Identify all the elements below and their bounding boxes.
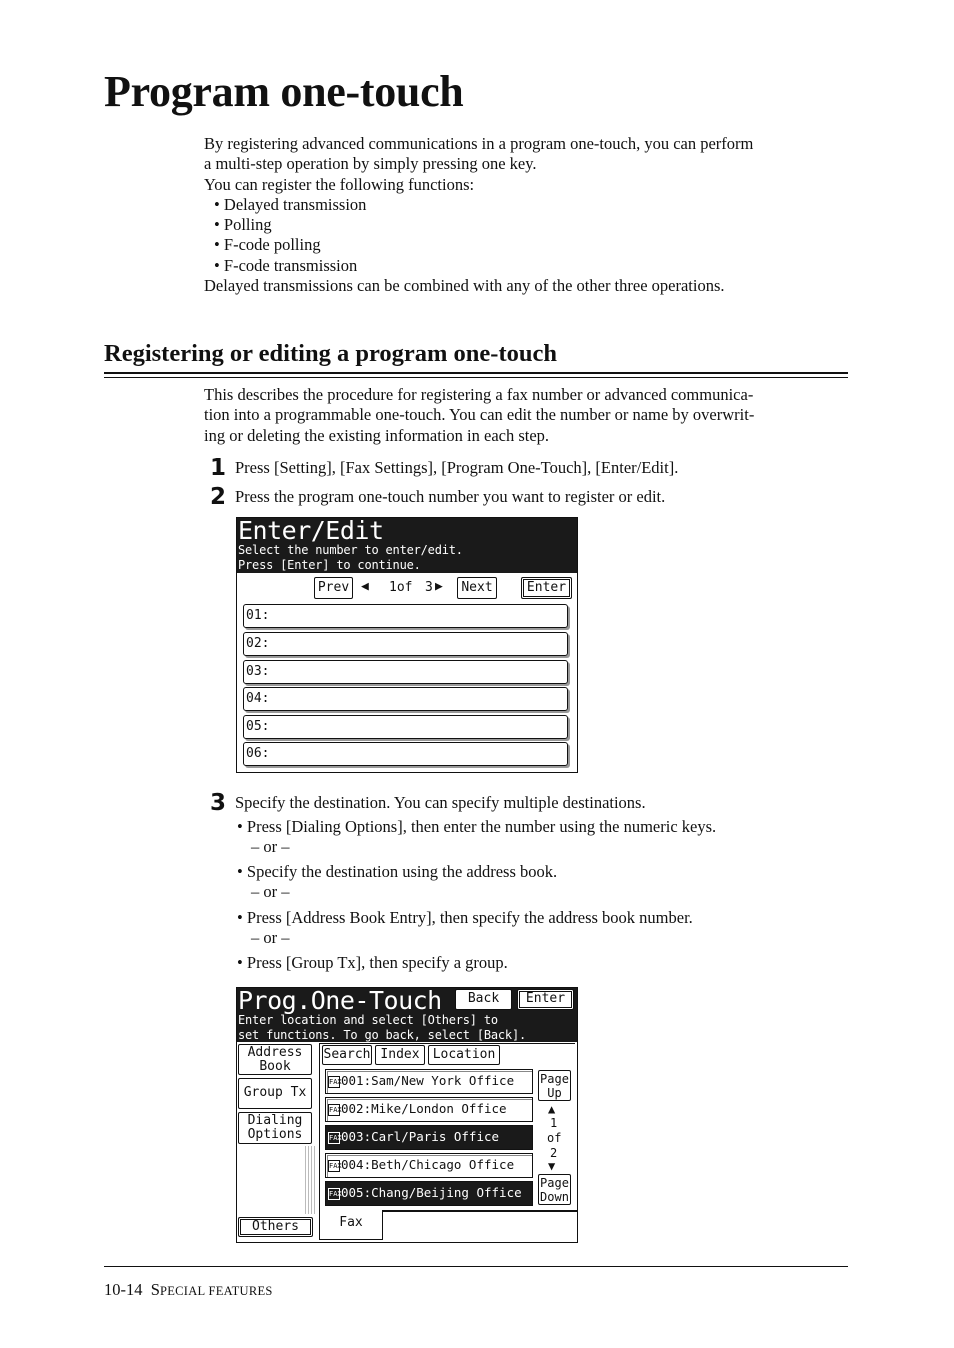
button-label: Book [259, 1059, 291, 1074]
prog-one-touch-screen [236, 987, 578, 1243]
step-number: 2 [210, 484, 227, 510]
entry-label: 004:Beth/Chicago Office [341, 1157, 515, 1172]
step-text: Press the program one-touch number you want to register or edit. [235, 487, 666, 506]
up-arrow-icon: ▲ [548, 1102, 556, 1116]
button-label: Up [547, 1086, 562, 1100]
screen-instruction: set functions. To go back, select [Back]. [238, 1028, 527, 1042]
prev-button[interactable]: Prev [314, 577, 353, 599]
function-item: • F-code polling [214, 235, 321, 255]
screen-title: Prog.One-Touch [238, 987, 442, 1015]
description-line: ing or deleting the existing information in each step. [204, 425, 550, 445]
one-touch-row-01[interactable]: 01: [243, 604, 568, 628]
group-tx-button[interactable]: Group Tx [238, 1078, 312, 1109]
address-entry[interactable] [325, 1153, 533, 1178]
entry-label: 003:Carl/Paris Office [341, 1129, 500, 1144]
one-touch-row-04[interactable]: 04: [243, 687, 568, 711]
one-touch-row-02[interactable]: 02: [243, 632, 568, 656]
enter-button[interactable]: Enter [517, 989, 574, 1010]
function-item: • F-code transmission [214, 255, 358, 275]
intro-paragraph-2: You can register the following functions: [204, 174, 475, 194]
page-footer [104, 1280, 273, 1300]
page-title: Program one-touch [104, 67, 464, 116]
chapter-name: PECIAL FEATURES [159, 1284, 273, 1298]
section-rule [104, 372, 848, 374]
entry-label: 001:Sam/New York Office [341, 1073, 515, 1088]
step-text: Specify the destination. You can specify multiple destinations. [235, 793, 646, 812]
step3-options [237, 817, 716, 973]
button-label: Down [540, 1190, 569, 1204]
function-list [204, 195, 753, 276]
screen-instruction: Press [Enter] to continue. [238, 558, 421, 572]
description-line: This describes the procedure for registering a fax number or advanced communica- [204, 385, 754, 404]
tab-location[interactable]: Location [428, 1045, 500, 1065]
entry-label: 005:Chang/Beijing Office [341, 1185, 522, 1200]
intro-text [204, 134, 753, 296]
others-button[interactable]: Others [238, 1217, 313, 1237]
page-down-button[interactable] [538, 1174, 571, 1205]
back-button[interactable]: Back [455, 989, 512, 1010]
screen-title: Enter/Edit [238, 517, 384, 545]
dialing-options-button[interactable] [238, 1112, 312, 1144]
fax-icon: FAX [329, 1162, 342, 1170]
next-arrow-icon: ▶ [435, 579, 443, 594]
or-separator: – or – [251, 882, 290, 901]
function-item: • Delayed transmission [214, 194, 367, 214]
screen-header [237, 518, 577, 573]
left-panel-shade [305, 1146, 317, 1214]
or-separator: – or – [251, 837, 290, 856]
fax-tab[interactable]: Fax [319, 1210, 383, 1240]
screen-instruction: Enter location and select [Others] to [238, 1013, 498, 1027]
one-touch-row-05[interactable]: 05: [243, 715, 568, 739]
step-text: Press [Setting], [Fax Settings], [Program One-Touch], [Enter/Edit]. [235, 458, 679, 477]
next-button[interactable]: Next [457, 577, 497, 599]
option-text: • Press [Group Tx], then specify a group. [237, 953, 508, 972]
button-label: Dialing [247, 1113, 303, 1128]
intro-paragraph-1b: a multi-step operation by simply pressing one key. [204, 154, 537, 174]
enter-button[interactable]: Enter [521, 577, 572, 599]
total-pages: 2 [550, 1146, 558, 1160]
page-number: 10-14 [104, 1280, 143, 1299]
fax-icon: FAX [329, 1078, 342, 1086]
one-touch-row-06[interactable]: 06: [243, 742, 568, 766]
page-total: 3 [425, 580, 433, 595]
function-item: • Polling [214, 215, 272, 235]
option-text: • Press [Address Book Entry], then specify the address book number. [237, 908, 693, 927]
one-touch-row-03[interactable]: 03: [243, 660, 568, 684]
step-number: 1 [210, 455, 227, 481]
button-label: Page [540, 1072, 569, 1086]
prev-arrow-icon: ◀ [361, 579, 369, 594]
page-indicator: 1of [389, 580, 413, 595]
button-label: Address [247, 1045, 303, 1060]
page-up-button[interactable] [538, 1070, 571, 1101]
address-entry[interactable] [325, 1097, 533, 1122]
down-arrow-icon: ▼ [548, 1159, 556, 1173]
fax-icon: FAX [329, 1190, 342, 1198]
intro-paragraph-1: By registering advanced communications in a program one-touch, you can perform [204, 134, 754, 153]
button-label: Options [247, 1127, 303, 1142]
section-rule-thin [104, 377, 848, 378]
entry-label: 002:Mike/London Office [341, 1101, 507, 1116]
section-description [204, 385, 754, 446]
description-line: tion into a programmable one-touch. You can edit the number or name by overwrit- [204, 405, 755, 425]
address-book-button[interactable] [238, 1044, 312, 1075]
fax-icon: FAX [329, 1106, 342, 1114]
option-text: • Press [Dialing Options], then enter the number using the numeric keys. [237, 817, 717, 836]
current-page: 1 [550, 1116, 558, 1130]
address-entry-selected[interactable] [325, 1181, 533, 1206]
intro-paragraph-3: Delayed transmissions can be combined with any of the other three operations. [204, 276, 725, 296]
page-of-label: of [547, 1131, 562, 1145]
chapter-name-initial: S [150, 1280, 160, 1299]
footer-rule [104, 1266, 848, 1267]
section-heading: Registering or editing a program one-touch [104, 340, 557, 367]
screen-instruction: Select the number to enter/edit. [238, 543, 463, 557]
address-entry-selected[interactable] [325, 1125, 533, 1150]
tab-index[interactable]: Index [375, 1045, 425, 1065]
fax-icon: FAX [329, 1134, 342, 1142]
tab-baseline [383, 1210, 577, 1212]
step-number: 3 [210, 790, 227, 816]
button-label: Page [540, 1176, 569, 1190]
enter-edit-screen [236, 517, 578, 773]
address-entry[interactable] [325, 1069, 533, 1094]
tab-search[interactable]: Search [322, 1045, 372, 1065]
option-text: • Specify the destination using the address book. [237, 862, 558, 881]
or-separator: – or – [251, 928, 290, 947]
